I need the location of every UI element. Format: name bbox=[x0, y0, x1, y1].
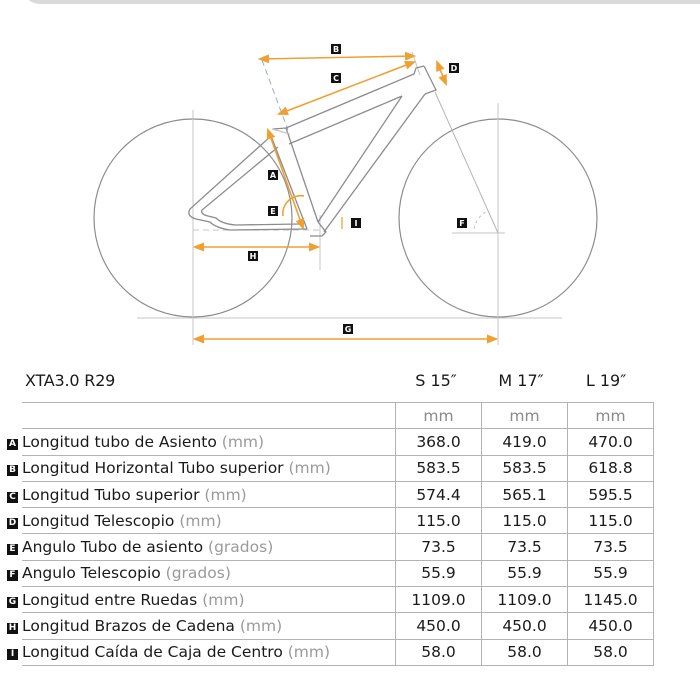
tag-badge: E bbox=[7, 544, 18, 555]
value-s: 58.0 bbox=[396, 639, 482, 665]
tag-badge: I bbox=[7, 649, 18, 660]
row-name: Longitud entre Ruedas bbox=[22, 590, 198, 609]
svg-text:B: B bbox=[332, 45, 340, 54]
table-row bbox=[22, 587, 654, 613]
row-label bbox=[9, 455, 396, 481]
tag-badge: D bbox=[8, 517, 17, 528]
value-m: 583.5 bbox=[482, 455, 568, 481]
row-label bbox=[9, 481, 396, 507]
row-unit: (mm) bbox=[204, 485, 247, 504]
row-unit: (mm) bbox=[202, 590, 245, 609]
row-unit: (mm) bbox=[179, 511, 222, 530]
unit-cell: mm bbox=[396, 403, 482, 429]
svg-text:H: H bbox=[249, 252, 257, 261]
value-m: 55.9 bbox=[482, 560, 568, 586]
value-l: 595.5 bbox=[568, 481, 654, 507]
value-s: 450.0 bbox=[396, 613, 482, 639]
size-header-m: M 17″ bbox=[498, 371, 544, 390]
value-m: 565.1 bbox=[482, 481, 568, 507]
value-l: 55.9 bbox=[568, 560, 654, 586]
unit-cell: mm bbox=[482, 403, 568, 429]
label-d bbox=[449, 63, 459, 73]
geometry-table bbox=[8, 402, 654, 666]
value-s: 1109.0 bbox=[396, 587, 482, 613]
tag-badge: B bbox=[7, 465, 18, 476]
value-l: 73.5 bbox=[568, 534, 654, 560]
row-label bbox=[9, 429, 396, 455]
label-h bbox=[248, 251, 258, 261]
row-name: Longitud Telescopio bbox=[22, 511, 175, 530]
row-name: Angulo Telescopio bbox=[22, 564, 161, 583]
tag-badge: G bbox=[8, 596, 17, 607]
tag-badge: C bbox=[7, 492, 18, 503]
table-row bbox=[22, 534, 654, 560]
value-l: 1145.0 bbox=[568, 587, 654, 613]
value-l: 58.0 bbox=[568, 639, 654, 665]
value-m: 419.0 bbox=[482, 429, 568, 455]
row-label bbox=[9, 534, 396, 560]
unit-row bbox=[22, 403, 654, 429]
label-f bbox=[457, 218, 467, 228]
label-b bbox=[331, 44, 341, 54]
svg-text:G: G bbox=[344, 325, 352, 334]
row-unit: (mm) bbox=[239, 617, 283, 636]
label-g bbox=[343, 324, 353, 334]
row-name: Longitud Caída de Caja de Centro bbox=[22, 643, 283, 662]
value-s: 55.9 bbox=[396, 560, 482, 586]
size-header-l: L 19″ bbox=[585, 371, 627, 390]
row-unit: (grados) bbox=[208, 538, 274, 557]
svg-text:D: D bbox=[450, 64, 458, 73]
table-row bbox=[22, 455, 654, 481]
row-name: Longitud tubo de Asiento bbox=[22, 432, 217, 451]
label-i bbox=[351, 218, 361, 228]
value-m: 1109.0 bbox=[482, 587, 568, 613]
dimension-arrows bbox=[195, 56, 496, 339]
table-row bbox=[22, 639, 654, 665]
value-l: 618.8 bbox=[568, 455, 654, 481]
unit-row-spacer bbox=[22, 403, 396, 429]
svg-text:C: C bbox=[333, 74, 339, 83]
table-row bbox=[22, 429, 654, 455]
value-s: 115.0 bbox=[396, 508, 482, 534]
value-s: 368.0 bbox=[396, 429, 482, 455]
size-header-s: S 15″ bbox=[415, 371, 457, 390]
table-row bbox=[22, 508, 654, 534]
table-row bbox=[22, 560, 654, 586]
row-name: Angulo Tubo de asiento bbox=[22, 538, 204, 557]
tag-badge: A bbox=[7, 439, 18, 450]
row-unit: (grados) bbox=[165, 564, 231, 583]
value-s: 583.5 bbox=[396, 455, 482, 481]
value-l: 470.0 bbox=[568, 429, 654, 455]
row-name: Longitud Tubo superior bbox=[22, 485, 200, 504]
value-m: 450.0 bbox=[482, 613, 568, 639]
row-unit: (mm) bbox=[288, 459, 331, 478]
value-s: 73.5 bbox=[396, 534, 482, 560]
model-title: XTA3.0 R29 bbox=[25, 371, 116, 390]
row-unit: (mm) bbox=[221, 432, 265, 451]
row-label bbox=[8, 587, 396, 613]
value-m: 115.0 bbox=[482, 508, 568, 534]
row-label bbox=[10, 639, 396, 665]
tag-badge: F bbox=[7, 570, 18, 581]
row-name: Longitud Brazos de Cadena bbox=[22, 617, 235, 636]
value-l: 115.0 bbox=[568, 508, 654, 534]
tag-badge: H bbox=[8, 623, 17, 634]
value-m: 73.5 bbox=[482, 534, 568, 560]
value-s: 574.4 bbox=[396, 481, 482, 507]
label-c bbox=[331, 73, 341, 83]
row-unit: (mm) bbox=[287, 643, 331, 662]
row-label bbox=[8, 508, 396, 534]
svg-text:I: I bbox=[354, 219, 358, 228]
table-row bbox=[22, 481, 654, 507]
svg-text:A: A bbox=[269, 171, 277, 180]
table-row bbox=[22, 613, 654, 639]
svg-text:F: F bbox=[459, 219, 465, 228]
svg-text:E: E bbox=[270, 207, 276, 216]
unit-cell: mm bbox=[568, 403, 654, 429]
value-m: 58.0 bbox=[482, 639, 568, 665]
label-a bbox=[268, 170, 278, 180]
row-label bbox=[9, 560, 396, 586]
value-l: 450.0 bbox=[568, 613, 654, 639]
row-name: Longitud Horizontal Tubo superior bbox=[22, 459, 284, 478]
row-label bbox=[8, 613, 396, 639]
label-e bbox=[268, 206, 278, 216]
